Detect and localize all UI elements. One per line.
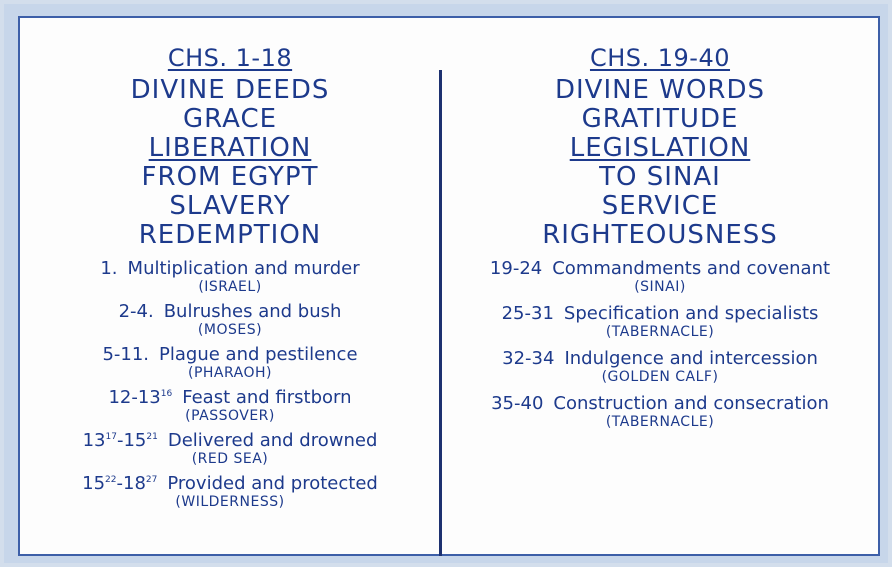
theme-divine-words: DIVINE WORDS [554, 75, 766, 105]
chapter-range: $13^{17}-15^{21}$ [82, 430, 158, 451]
outer-frame [4, 4, 888, 563]
theme-service: SERVICE [601, 191, 719, 221]
item-subject: (GOLDEN CALF) [601, 369, 719, 385]
theme-from-egypt: FROM EGYPT [141, 162, 319, 192]
theme-slavery: SLAVERY [169, 191, 291, 221]
left-items [50, 258, 410, 511]
chapter-range: 5-11. [102, 344, 150, 365]
chapter-range: $12-13^{16}$ [108, 387, 173, 408]
theme-redemption: REDEMPTION [138, 220, 322, 250]
item-text: Commandments and covenant [552, 258, 831, 279]
column-divider [439, 70, 442, 556]
right-heading: CHS. 19-40 [589, 44, 731, 72]
list-item [50, 258, 410, 296]
chapter-range: 25-31 [501, 303, 554, 324]
item-subject: (TABERNACLE) [605, 414, 715, 430]
item-subject: (MOSES) [197, 322, 263, 338]
list-item [450, 393, 870, 431]
theme-legislation: LEGISLATION [569, 133, 751, 163]
item-text: Feast and firstborn [182, 387, 352, 408]
theme-gratitude: GRATITUDE [581, 104, 739, 134]
list-item [450, 348, 870, 386]
theme-righteousness: RIGHTEOUSNESS [542, 220, 778, 250]
list-item [50, 430, 410, 468]
list-item [50, 301, 410, 339]
list-item [50, 344, 410, 382]
theme-to-sinai: TO SINAI [599, 162, 721, 192]
item-text: Delivered and drowned [167, 430, 378, 451]
left-themes [50, 76, 410, 250]
item-subject: (TABERNACLE) [605, 324, 715, 340]
theme-divine-deeds: DIVINE DEEDS [130, 75, 330, 105]
chapter-range: 32-34 [502, 348, 555, 369]
item-subject: (RED SEA) [191, 451, 269, 467]
item-text: Plague and pestilence [159, 344, 358, 365]
right-column [450, 18, 870, 438]
chapter-range: 19-24 [489, 258, 543, 279]
item-text: Provided and protected [167, 473, 378, 494]
left-column [50, 18, 410, 516]
item-subject: (PASSOVER) [185, 408, 275, 424]
chart-panel [18, 16, 880, 556]
chapter-range: 35-40 [491, 393, 544, 414]
item-text: Specification and specialists [563, 303, 819, 324]
right-themes [450, 76, 870, 250]
item-subject: (SINAI) [634, 279, 686, 295]
theme-liberation: LIBERATION [148, 133, 312, 163]
item-subject: (PHARAOH) [187, 365, 272, 381]
chapter-range: $15^{22}-18^{27}$ [82, 473, 158, 494]
item-text: Bulrushes and bush [163, 301, 342, 322]
list-item [450, 258, 870, 296]
list-item [450, 303, 870, 341]
item-subject: (WILDERNESS) [175, 494, 285, 510]
list-item [50, 387, 410, 425]
list-item [50, 473, 410, 511]
chapter-range: 1. [100, 258, 118, 279]
item-text: Indulgence and intercession [564, 348, 818, 369]
item-subject: (ISRAEL) [198, 279, 262, 295]
right-items [450, 258, 870, 431]
item-text: Construction and consecration [553, 393, 829, 414]
item-text: Multiplication and murder [127, 258, 360, 279]
left-heading: CHS. 1-18 [167, 44, 293, 72]
theme-grace: GRACE [182, 104, 278, 134]
chapter-range: 2-4. [118, 301, 154, 322]
